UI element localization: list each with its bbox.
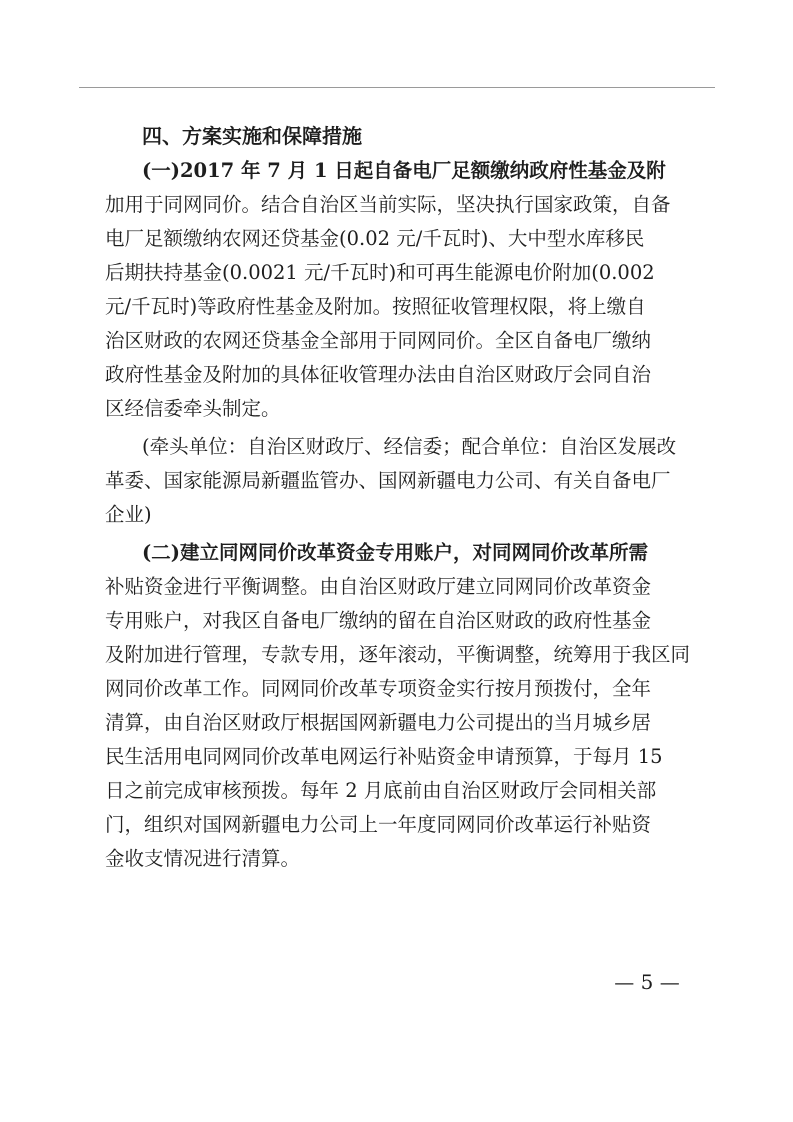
paragraph-3: [105, 536, 695, 876]
section-heading: 四、方案实施和保障措施: [142, 124, 362, 148]
paragraph-line: 清算，由自治区财政厅根据国网新疆电力公司提出的当月城乡居: [105, 711, 652, 734]
paragraph-line: 加用于同网同价。结合自治区当前实际，坚决执行国家政策，自备: [105, 193, 671, 216]
paragraph-line: (二)建立同网同价改革资金专用账户，对同网同价改革所需: [142, 541, 648, 564]
page-number: — 5 —: [614, 970, 680, 994]
paragraph-line: 区经信委牵头制定。: [105, 397, 281, 420]
paragraph-line: 补贴资金进行平衡调整。由自治区财政厅建立同网同价改革资金: [105, 575, 652, 598]
paragraph-line: 治区财政的农网还贷基金全部用于同网同价。全区自备电厂缴纳: [105, 329, 652, 352]
paragraph-line: 网同价改革工作。同网同价改革专项资金实行按月预拨付，全年: [105, 677, 652, 700]
paragraph-line: 后期扶持基金(0.0021 元/千瓦时)和可再生能源电价附加(0.002: [105, 261, 655, 284]
paragraph-line: 及附加进行管理，专款专用，逐年滚动，平衡调整，统筹用于我区同: [105, 643, 691, 666]
paragraph-line: 政府性基金及附加的具体征收管理办法由自治区财政厅会同自治: [105, 363, 652, 386]
paragraph-line: 日之前完成审核预拨。每年 2 月底前由自治区财政厅会同相关部: [105, 779, 657, 802]
paragraph-line: 企业): [105, 503, 152, 526]
paragraph-line: 民生活用电同网同价改革电网运行补贴资金申请预算，于每月 15: [105, 745, 663, 768]
paragraph-line: 专用账户，对我区自备电厂缴纳的留在自治区财政的政府性基金: [105, 609, 652, 632]
paragraph-line: 元/千瓦时)等政府性基金及附加。按照征收管理权限，将上缴自: [105, 295, 646, 318]
header-rule: [79, 87, 715, 88]
document-body: [105, 118, 695, 880]
paragraph-line: (牵头单位：自治区财政厅、经信委；配合单位：自治区发展改: [142, 435, 677, 458]
paragraph-line: 电厂足额缴纳农网还贷基金(0.02 元/千瓦时)、大中型水库移民: [105, 227, 645, 250]
paragraph-line: 革委、国家能源局新疆监管办、国网新疆电力公司、有关自备电厂: [105, 469, 671, 492]
paragraph-line: 金收支情况进行清算。: [105, 847, 301, 870]
paragraph-line: (一)2017 年 7 月 1 日起自备电厂足额缴纳政府性基金及附: [142, 159, 666, 182]
paragraph-line: 门，组织对国网新疆电力公司上一年度同网同价改革运行补贴资: [105, 813, 652, 836]
paragraph-2: [105, 430, 695, 532]
paragraph-1: [105, 154, 695, 426]
